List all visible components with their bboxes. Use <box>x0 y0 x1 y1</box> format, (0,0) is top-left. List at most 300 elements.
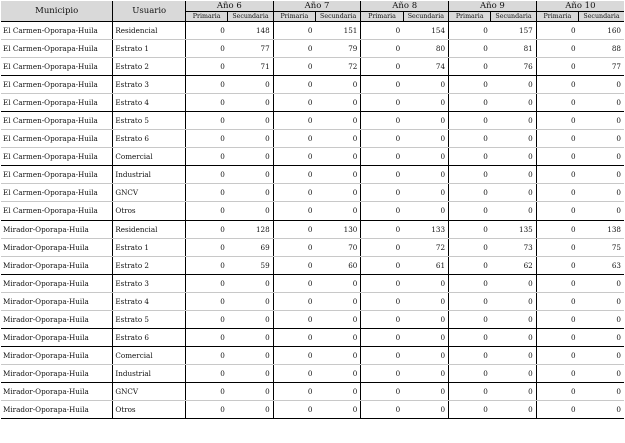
cell-primaria: 0 <box>536 58 578 76</box>
cell-primaria: 0 <box>449 40 491 58</box>
cell-usuario: Comercial <box>113 148 186 166</box>
cell-municipio: Mirador-Oporapa-Huila <box>1 400 113 418</box>
table-row <box>1 328 624 346</box>
cell-secundaria: 88 <box>579 40 624 58</box>
cell-primaria: 0 <box>536 40 578 58</box>
cell-primaria: 0 <box>361 346 403 364</box>
cell-primaria: 0 <box>185 40 227 58</box>
cell-primaria: 0 <box>536 346 578 364</box>
cell-primaria: 0 <box>185 364 227 382</box>
cell-secundaria: 0 <box>403 400 448 418</box>
table-row <box>1 202 624 220</box>
cell-primaria: 0 <box>273 346 315 364</box>
cell-municipio: Mirador-Oporapa-Huila <box>1 238 113 256</box>
cell-secundaria: 0 <box>579 202 624 220</box>
cell-primaria: 0 <box>361 76 403 94</box>
cell-primaria: 0 <box>185 238 227 256</box>
cell-municipio: Mirador-Oporapa-Huila <box>1 292 113 310</box>
cell-secundaria: 0 <box>403 292 448 310</box>
cell-secundaria: 0 <box>491 130 536 148</box>
cell-secundaria: 0 <box>228 184 273 202</box>
header-municipio: Municipio <box>1 1 113 22</box>
cell-usuario: Residencial <box>113 22 186 40</box>
table-row <box>1 22 624 40</box>
cell-secundaria: 0 <box>579 112 624 130</box>
cell-usuario: GNCV <box>113 382 186 400</box>
cell-primaria: 0 <box>536 148 578 166</box>
cell-secundaria: 0 <box>228 346 273 364</box>
cell-secundaria: 0 <box>228 292 273 310</box>
cell-primaria: 0 <box>449 58 491 76</box>
cell-municipio: El Carmen-Oporapa-Huila <box>1 184 113 202</box>
cell-primaria: 0 <box>361 184 403 202</box>
header-secundaria: Secundaria <box>491 12 536 22</box>
cell-secundaria: 0 <box>403 364 448 382</box>
cell-secundaria: 79 <box>315 40 360 58</box>
table-row <box>1 220 624 238</box>
cell-secundaria: 0 <box>491 76 536 94</box>
table-row <box>1 94 624 112</box>
cell-primaria: 0 <box>273 112 315 130</box>
cell-primaria: 0 <box>536 274 578 292</box>
cell-secundaria: 0 <box>579 76 624 94</box>
cell-secundaria: 0 <box>228 76 273 94</box>
cell-primaria: 0 <box>536 76 578 94</box>
table-row <box>1 238 624 256</box>
header-year-8: Año 8 <box>361 1 449 12</box>
cell-secundaria: 0 <box>403 382 448 400</box>
cell-municipio: Mirador-Oporapa-Huila <box>1 382 113 400</box>
cell-secundaria: 70 <box>315 238 360 256</box>
cell-municipio: Mirador-Oporapa-Huila <box>1 328 113 346</box>
cell-secundaria: 75 <box>579 238 624 256</box>
demand-table <box>1 1 624 419</box>
cell-primaria: 0 <box>449 220 491 238</box>
cell-secundaria: 0 <box>403 184 448 202</box>
cell-secundaria: 60 <box>315 256 360 274</box>
cell-municipio: Mirador-Oporapa-Huila <box>1 310 113 328</box>
cell-municipio: Mirador-Oporapa-Huila <box>1 274 113 292</box>
cell-secundaria: 69 <box>228 238 273 256</box>
header-secundaria: Secundaria <box>403 12 448 22</box>
cell-secundaria: 157 <box>491 22 536 40</box>
cell-municipio: Mirador-Oporapa-Huila <box>1 346 113 364</box>
cell-secundaria: 135 <box>491 220 536 238</box>
cell-primaria: 0 <box>185 58 227 76</box>
cell-usuario: Estrato 3 <box>113 76 186 94</box>
cell-primaria: 0 <box>273 364 315 382</box>
cell-secundaria: 0 <box>403 328 448 346</box>
cell-secundaria: 0 <box>315 292 360 310</box>
cell-primaria: 0 <box>536 184 578 202</box>
cell-primaria: 0 <box>536 400 578 418</box>
cell-secundaria: 154 <box>403 22 448 40</box>
cell-secundaria: 61 <box>403 256 448 274</box>
cell-secundaria: 0 <box>315 400 360 418</box>
cell-municipio: El Carmen-Oporapa-Huila <box>1 130 113 148</box>
cell-primaria: 0 <box>449 328 491 346</box>
cell-primaria: 0 <box>361 274 403 292</box>
cell-municipio: El Carmen-Oporapa-Huila <box>1 22 113 40</box>
cell-usuario: Otros <box>113 400 186 418</box>
cell-primaria: 0 <box>536 382 578 400</box>
cell-primaria: 0 <box>449 400 491 418</box>
cell-usuario: Estrato 4 <box>113 94 186 112</box>
cell-usuario: Comercial <box>113 346 186 364</box>
cell-secundaria: 0 <box>315 202 360 220</box>
cell-primaria: 0 <box>185 346 227 364</box>
cell-secundaria: 77 <box>579 58 624 76</box>
cell-secundaria: 0 <box>403 346 448 364</box>
cell-secundaria: 0 <box>315 364 360 382</box>
cell-primaria: 0 <box>361 364 403 382</box>
cell-primaria: 0 <box>273 94 315 112</box>
table-row <box>1 130 624 148</box>
cell-primaria: 0 <box>449 292 491 310</box>
cell-secundaria: 0 <box>228 94 273 112</box>
cell-secundaria: 0 <box>403 202 448 220</box>
table-row <box>1 346 624 364</box>
table-row <box>1 382 624 400</box>
cell-primaria: 0 <box>536 130 578 148</box>
cell-primaria: 0 <box>185 220 227 238</box>
cell-primaria: 0 <box>273 400 315 418</box>
table-row <box>1 292 624 310</box>
cell-secundaria: 0 <box>491 274 536 292</box>
cell-secundaria: 59 <box>228 256 273 274</box>
cell-primaria: 0 <box>185 112 227 130</box>
cell-secundaria: 0 <box>315 130 360 148</box>
cell-usuario: Estrato 5 <box>113 112 186 130</box>
cell-primaria: 0 <box>185 202 227 220</box>
cell-primaria: 0 <box>185 148 227 166</box>
cell-primaria: 0 <box>361 220 403 238</box>
cell-usuario: Estrato 5 <box>113 310 186 328</box>
cell-usuario: Estrato 1 <box>113 40 186 58</box>
table-row <box>1 148 624 166</box>
cell-primaria: 0 <box>536 166 578 184</box>
cell-secundaria: 63 <box>579 256 624 274</box>
table-row <box>1 256 624 274</box>
cell-secundaria: 0 <box>315 112 360 130</box>
cell-secundaria: 0 <box>579 274 624 292</box>
cell-secundaria: 71 <box>228 58 273 76</box>
cell-primaria: 0 <box>185 382 227 400</box>
cell-primaria: 0 <box>361 400 403 418</box>
cell-primaria: 0 <box>273 382 315 400</box>
cell-primaria: 0 <box>185 400 227 418</box>
table-row <box>1 58 624 76</box>
cell-secundaria: 76 <box>491 58 536 76</box>
cell-usuario: Estrato 3 <box>113 274 186 292</box>
cell-primaria: 0 <box>361 328 403 346</box>
cell-secundaria: 0 <box>579 184 624 202</box>
cell-primaria: 0 <box>361 94 403 112</box>
cell-primaria: 0 <box>185 274 227 292</box>
header-primaria: Primaria <box>449 12 491 22</box>
cell-primaria: 0 <box>185 328 227 346</box>
cell-primaria: 0 <box>536 238 578 256</box>
cell-secundaria: 73 <box>491 238 536 256</box>
cell-secundaria: 77 <box>228 40 273 58</box>
cell-secundaria: 0 <box>228 130 273 148</box>
cell-secundaria: 0 <box>228 400 273 418</box>
header-primaria: Primaria <box>536 12 578 22</box>
cell-primaria: 0 <box>449 202 491 220</box>
cell-secundaria: 0 <box>403 310 448 328</box>
cell-primaria: 0 <box>185 76 227 94</box>
cell-secundaria: 0 <box>403 274 448 292</box>
cell-secundaria: 0 <box>403 130 448 148</box>
cell-primaria: 0 <box>536 364 578 382</box>
cell-secundaria: 0 <box>403 166 448 184</box>
cell-usuario: GNCV <box>113 184 186 202</box>
header-secundaria: Secundaria <box>315 12 360 22</box>
cell-primaria: 0 <box>185 310 227 328</box>
cell-primaria: 0 <box>273 310 315 328</box>
cell-municipio: Mirador-Oporapa-Huila <box>1 220 113 238</box>
cell-primaria: 0 <box>273 40 315 58</box>
cell-usuario: Industrial <box>113 166 186 184</box>
cell-secundaria: 0 <box>491 346 536 364</box>
table-row <box>1 40 624 58</box>
table-row <box>1 112 624 130</box>
cell-secundaria: 0 <box>315 166 360 184</box>
cell-primaria: 0 <box>273 292 315 310</box>
cell-primaria: 0 <box>273 202 315 220</box>
cell-secundaria: 0 <box>315 148 360 166</box>
table-row <box>1 166 624 184</box>
cell-primaria: 0 <box>185 94 227 112</box>
cell-usuario: Estrato 1 <box>113 238 186 256</box>
cell-primaria: 0 <box>449 382 491 400</box>
cell-primaria: 0 <box>536 220 578 238</box>
cell-primaria: 0 <box>449 112 491 130</box>
cell-secundaria: 0 <box>315 184 360 202</box>
cell-primaria: 0 <box>536 112 578 130</box>
cell-primaria: 0 <box>449 94 491 112</box>
cell-secundaria: 0 <box>491 202 536 220</box>
cell-primaria: 0 <box>361 202 403 220</box>
cell-secundaria: 0 <box>315 346 360 364</box>
cell-primaria: 0 <box>449 274 491 292</box>
cell-secundaria: 0 <box>315 274 360 292</box>
cell-primaria: 0 <box>449 148 491 166</box>
cell-secundaria: 151 <box>315 22 360 40</box>
cell-secundaria: 0 <box>579 166 624 184</box>
cell-secundaria: 0 <box>403 76 448 94</box>
cell-secundaria: 0 <box>491 382 536 400</box>
cell-usuario: Estrato 2 <box>113 256 186 274</box>
cell-primaria: 0 <box>361 166 403 184</box>
cell-secundaria: 130 <box>315 220 360 238</box>
table-row <box>1 184 624 202</box>
cell-primaria: 0 <box>273 130 315 148</box>
header-year-6: Año 6 <box>185 1 273 12</box>
cell-usuario: Industrial <box>113 364 186 382</box>
cell-secundaria: 62 <box>491 256 536 274</box>
cell-secundaria: 0 <box>491 184 536 202</box>
cell-secundaria: 0 <box>579 148 624 166</box>
cell-primaria: 0 <box>449 22 491 40</box>
cell-primaria: 0 <box>361 292 403 310</box>
cell-usuario: Otros <box>113 202 186 220</box>
table-header <box>1 1 624 22</box>
cell-usuario: Estrato 6 <box>113 130 186 148</box>
cell-secundaria: 0 <box>315 94 360 112</box>
cell-primaria: 0 <box>273 220 315 238</box>
cell-secundaria: 0 <box>579 292 624 310</box>
cell-primaria: 0 <box>536 292 578 310</box>
cell-primaria: 0 <box>185 184 227 202</box>
cell-primaria: 0 <box>361 112 403 130</box>
cell-secundaria: 0 <box>491 328 536 346</box>
header-primaria: Primaria <box>361 12 403 22</box>
cell-primaria: 0 <box>449 166 491 184</box>
cell-secundaria: 0 <box>228 310 273 328</box>
cell-municipio: Mirador-Oporapa-Huila <box>1 256 113 274</box>
cell-secundaria: 160 <box>579 22 624 40</box>
cell-secundaria: 0 <box>228 112 273 130</box>
table-row <box>1 310 624 328</box>
cell-secundaria: 0 <box>228 382 273 400</box>
cell-primaria: 0 <box>536 94 578 112</box>
cell-secundaria: 0 <box>228 328 273 346</box>
cell-primaria: 0 <box>536 256 578 274</box>
cell-primaria: 0 <box>536 22 578 40</box>
cell-secundaria: 0 <box>491 364 536 382</box>
cell-secundaria: 72 <box>403 238 448 256</box>
cell-primaria: 0 <box>361 256 403 274</box>
cell-primaria: 0 <box>273 58 315 76</box>
cell-secundaria: 133 <box>403 220 448 238</box>
header-secundaria: Secundaria <box>579 12 624 22</box>
cell-primaria: 0 <box>273 76 315 94</box>
table-row <box>1 364 624 382</box>
cell-usuario: Estrato 2 <box>113 58 186 76</box>
cell-secundaria: 0 <box>491 112 536 130</box>
cell-primaria: 0 <box>449 184 491 202</box>
cell-secundaria: 0 <box>403 112 448 130</box>
cell-primaria: 0 <box>536 202 578 220</box>
header-primaria: Primaria <box>185 12 227 22</box>
cell-municipio: El Carmen-Oporapa-Huila <box>1 112 113 130</box>
cell-secundaria: 0 <box>315 76 360 94</box>
cell-primaria: 0 <box>536 310 578 328</box>
cell-secundaria: 0 <box>403 94 448 112</box>
cell-secundaria: 0 <box>491 292 536 310</box>
header-usuario: Usuario <box>113 1 186 22</box>
cell-primaria: 0 <box>361 40 403 58</box>
cell-primaria: 0 <box>449 238 491 256</box>
cell-primaria: 0 <box>536 328 578 346</box>
cell-secundaria: 0 <box>579 400 624 418</box>
cell-municipio: El Carmen-Oporapa-Huila <box>1 58 113 76</box>
header-year-7: Año 7 <box>273 1 361 12</box>
cell-secundaria: 0 <box>491 310 536 328</box>
cell-secundaria: 0 <box>579 382 624 400</box>
cell-municipio: El Carmen-Oporapa-Huila <box>1 202 113 220</box>
cell-primaria: 0 <box>361 58 403 76</box>
cell-primaria: 0 <box>273 274 315 292</box>
cell-secundaria: 74 <box>403 58 448 76</box>
cell-primaria: 0 <box>361 382 403 400</box>
cell-secundaria: 0 <box>491 400 536 418</box>
cell-primaria: 0 <box>361 238 403 256</box>
cell-secundaria: 148 <box>228 22 273 40</box>
cell-secundaria: 81 <box>491 40 536 58</box>
cell-primaria: 0 <box>449 76 491 94</box>
cell-secundaria: 0 <box>403 148 448 166</box>
cell-secundaria: 0 <box>228 274 273 292</box>
header-year-9: Año 9 <box>449 1 537 12</box>
cell-primaria: 0 <box>273 328 315 346</box>
table-body <box>1 22 624 419</box>
cell-secundaria: 72 <box>315 58 360 76</box>
cell-secundaria: 0 <box>579 130 624 148</box>
cell-primaria: 0 <box>449 256 491 274</box>
cell-usuario: Estrato 6 <box>113 328 186 346</box>
cell-primaria: 0 <box>185 22 227 40</box>
cell-secundaria: 128 <box>228 220 273 238</box>
cell-secundaria: 0 <box>579 364 624 382</box>
cell-secundaria: 0 <box>315 382 360 400</box>
cell-primaria: 0 <box>273 256 315 274</box>
cell-primaria: 0 <box>273 22 315 40</box>
header-primaria: Primaria <box>273 12 315 22</box>
cell-secundaria: 0 <box>228 166 273 184</box>
cell-secundaria: 0 <box>579 310 624 328</box>
cell-secundaria: 0 <box>315 310 360 328</box>
cell-primaria: 0 <box>361 310 403 328</box>
cell-primaria: 0 <box>361 130 403 148</box>
cell-primaria: 0 <box>449 346 491 364</box>
cell-secundaria: 80 <box>403 40 448 58</box>
cell-municipio: El Carmen-Oporapa-Huila <box>1 166 113 184</box>
cell-primaria: 0 <box>273 166 315 184</box>
cell-secundaria: 0 <box>228 202 273 220</box>
header-year-10: Año 10 <box>536 1 624 12</box>
cell-secundaria: 0 <box>491 94 536 112</box>
table-row <box>1 274 624 292</box>
cell-primaria: 0 <box>273 238 315 256</box>
cell-primaria: 0 <box>361 148 403 166</box>
table-row <box>1 400 624 418</box>
cell-primaria: 0 <box>185 130 227 148</box>
cell-municipio: Mirador-Oporapa-Huila <box>1 364 113 382</box>
cell-municipio: El Carmen-Oporapa-Huila <box>1 40 113 58</box>
cell-municipio: El Carmen-Oporapa-Huila <box>1 94 113 112</box>
cell-secundaria: 0 <box>579 328 624 346</box>
cell-secundaria: 0 <box>315 328 360 346</box>
cell-primaria: 0 <box>273 148 315 166</box>
cell-primaria: 0 <box>185 256 227 274</box>
cell-secundaria: 0 <box>491 148 536 166</box>
cell-usuario: Residencial <box>113 220 186 238</box>
cell-secundaria: 0 <box>579 346 624 364</box>
cell-secundaria: 0 <box>228 148 273 166</box>
cell-primaria: 0 <box>449 130 491 148</box>
header-secundaria: Secundaria <box>228 12 273 22</box>
table-row <box>1 76 624 94</box>
cell-secundaria: 138 <box>579 220 624 238</box>
cell-secundaria: 0 <box>579 94 624 112</box>
cell-municipio: El Carmen-Oporapa-Huila <box>1 76 113 94</box>
cell-primaria: 0 <box>449 364 491 382</box>
cell-secundaria: 0 <box>228 364 273 382</box>
cell-primaria: 0 <box>185 292 227 310</box>
cell-primaria: 0 <box>361 22 403 40</box>
